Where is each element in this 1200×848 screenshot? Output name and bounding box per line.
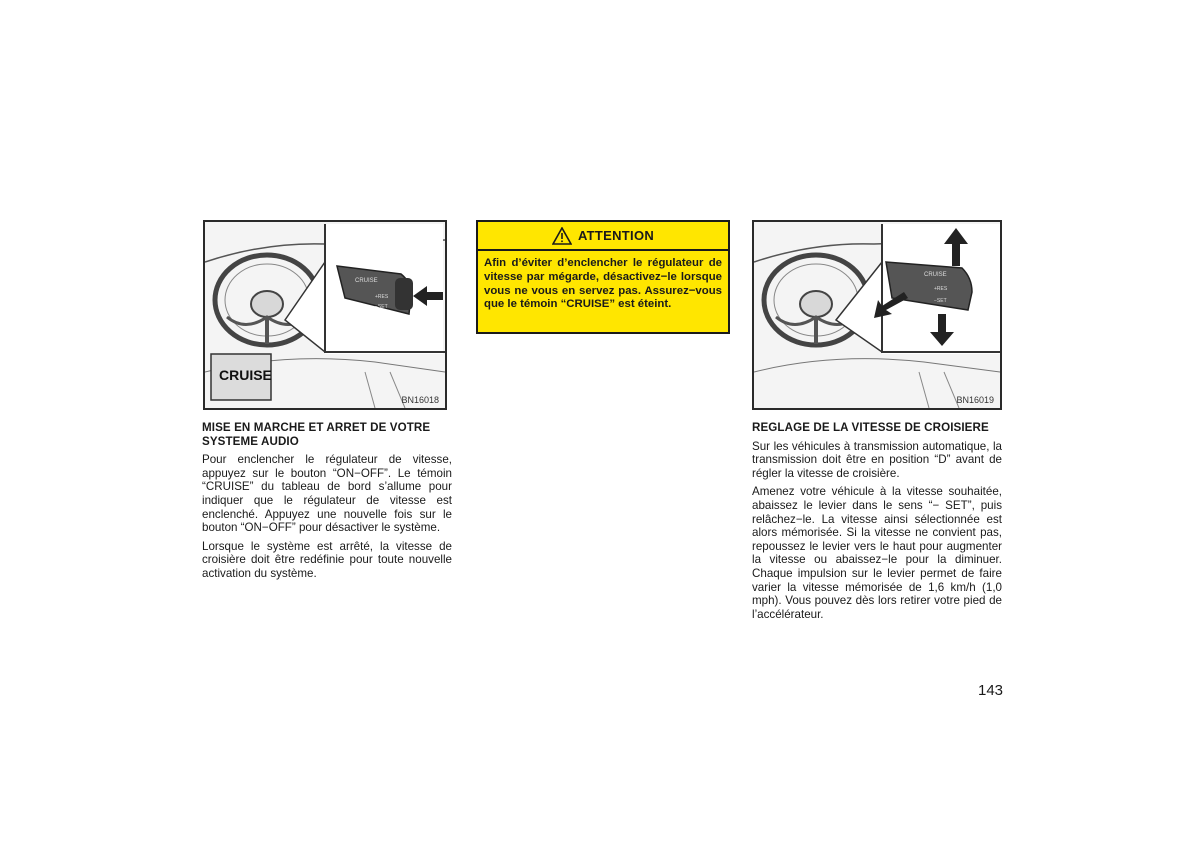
section-heading-set-speed: REGLAGE DE LA VITESSE DE CROISIERE xyxy=(752,421,989,434)
paragraph: Lorsque le système est arrêté, la vitesse de croisière doit être redéfinie pour toute nouvelle activation du système. xyxy=(202,539,452,580)
svg-text:−SET: −SET xyxy=(934,298,947,304)
figure-code: BN16018 xyxy=(401,395,439,405)
svg-text:+RES: +RES xyxy=(934,286,948,292)
section-heading-on-off: MISE EN MARCHE ET ARRET DE VOTRE SYSTEME AUDIO xyxy=(202,421,431,448)
warning-header xyxy=(478,222,728,251)
right-column xyxy=(752,421,1002,626)
svg-text:CRUISE: CRUISE xyxy=(924,272,947,278)
svg-text:CRUISE: CRUISE xyxy=(355,278,378,284)
cruise-lever-illustration xyxy=(754,222,1000,408)
warning-text: Afin d’éviter d’enclencher le régulateur de vitesse par mégarde, désactivez−le lorsque vous ne vous en servez pas. Assurez−vous que le témoin “CRUISE” est éteint. xyxy=(484,257,722,311)
figure-set-speed xyxy=(752,220,1002,410)
paragraph: Sur les véhicules à transmission automatique, la transmission doit être en position “D” avant de régler la vitesse de croisière. xyxy=(752,439,1002,480)
svg-text:−SET: −SET xyxy=(375,304,388,310)
warning-triangle-icon xyxy=(552,227,572,245)
left-column xyxy=(202,421,452,586)
figure-code: BN16019 xyxy=(956,395,994,405)
page-number: 143 xyxy=(978,682,1004,699)
cruise-indicator-label: CRUISE xyxy=(219,367,272,383)
warning-box xyxy=(476,220,730,334)
svg-text:+RES: +RES xyxy=(375,294,389,300)
paragraph: Amenez votre véhicule à la vitesse souhaitée, abaissez le levier dans le sens “− SET”, puis relâchez−le. La vitesse ainsi sélectionnée est alors mémorisée. Si la vitesse ne convient pas, repoussez le levier vers le haut pour augmenter la vitesse ou abaissez−le pour la diminuer. Chaque impulsion sur le levier permet de faire varier la vitesse mémorisée de 1,6 km/h (1,0 mph). Vous pouvez dès lors retirer votre pied de l’accélérateur. xyxy=(752,485,1002,621)
warning-title: ATTENTION xyxy=(577,228,655,243)
paragraph: Pour enclencher le régulateur de vitesse, appuyez sur le bouton “ON−OFF”. Le témoin “CRUISE” du tableau de bord s’allume pour indiquer que le régulateur de vitesse est enclenché. Appuyez une nouvelle fois sur le bouton “ON−OFF” pour désactiver le système. xyxy=(202,453,452,535)
figure-cruise-on-off xyxy=(203,220,447,410)
